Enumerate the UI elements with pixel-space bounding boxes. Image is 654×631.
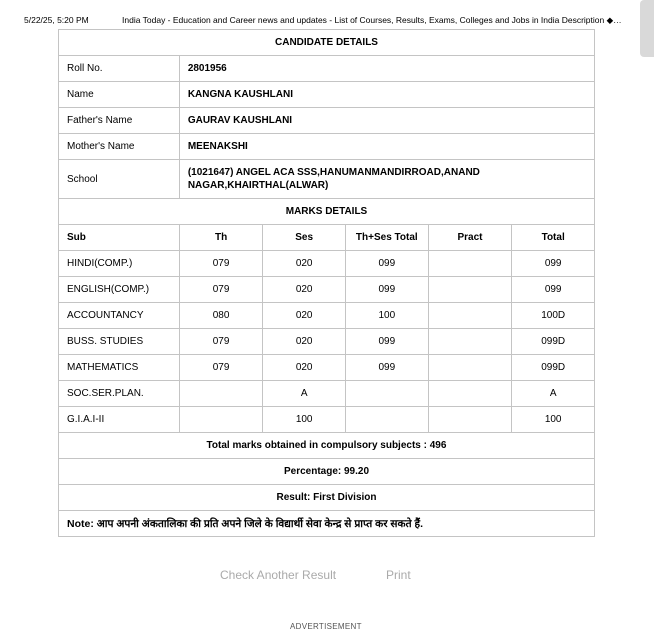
detail-value: 2801956 [179,56,594,82]
theory-cell: 079 [179,251,263,277]
advertisement-label: ADVERTISEMENT [290,622,362,631]
th-ses-total-cell: 100 [345,303,428,329]
detail-label: Mother's Name [59,134,180,160]
theory-cell [179,407,263,433]
theory-cell: 079 [179,355,263,381]
th-ses-total-cell: 099 [345,277,428,303]
result-summary: Result: First Division [59,485,595,511]
sessional-cell: 020 [263,277,346,303]
practical-cell [428,381,512,407]
table-row [59,381,595,407]
print-header [24,15,628,27]
detail-label: Father's Name [59,108,180,134]
table-row [59,329,595,355]
marks-header-row [59,225,595,251]
detail-value: MEENAKSHI [179,134,594,160]
total-cell: 099D [512,355,595,381]
detail-row-mother [59,134,595,160]
sessional-cell: 020 [263,251,346,277]
th-ses-total-cell: 099 [345,251,428,277]
column-header: Th+Ses Total [345,225,428,251]
column-header: Sub [59,225,180,251]
practical-cell [428,329,512,355]
subject-cell: HINDI(COMP.) [59,251,180,277]
practical-cell [428,251,512,277]
subject-cell: SOC.SER.PLAN. [59,381,180,407]
sessional-cell: A [263,381,346,407]
table-row [59,251,595,277]
print-button[interactable]: Print [386,568,411,582]
subject-cell: G.I.A.I-II [59,407,180,433]
total-cell: 100D [512,303,595,329]
total-cell: A [512,381,595,407]
th-ses-total-cell: 099 [345,355,428,381]
subject-cell: ACCOUNTANCY [59,303,180,329]
practical-cell [428,407,512,433]
detail-value: GAURAV KAUSHLANI [179,108,594,134]
note-text: Note: आप अपनी अंकतालिका की प्रति अपने जिले के विद्यार्थी सेवा केन्द्र से प्राप्त कर सकते हैं. [59,511,595,537]
theory-cell [179,381,263,407]
th-ses-total-cell [345,407,428,433]
detail-row-roll [59,56,595,82]
practical-cell [428,277,512,303]
column-header: Th [179,225,263,251]
theory-cell: 079 [179,329,263,355]
theory-cell: 080 [179,303,263,329]
scrollbar-handle[interactable] [640,0,654,57]
detail-row-name [59,82,595,108]
result-table [58,29,595,537]
subject-cell: BUSS. STUDIES [59,329,180,355]
practical-cell [428,303,512,329]
table-row [59,303,595,329]
detail-value: KANGNA KAUSHLANI [179,82,594,108]
detail-label: Name [59,82,180,108]
column-header: Pract [428,225,512,251]
theory-cell: 079 [179,277,263,303]
total-cell: 099D [512,329,595,355]
total-cell: 099 [512,277,595,303]
total-cell: 099 [512,251,595,277]
sessional-cell: 020 [263,355,346,381]
column-header: Ses [263,225,346,251]
check-another-result-button[interactable]: Check Another Result [220,568,337,582]
detail-row-school [59,160,595,199]
practical-cell [428,355,512,381]
print-page-title: India Today - Education and Career news and updates - List of Courses, Results, Exams, Colleges and Jobs in India Description ◆… [122,15,622,25]
sessional-cell: 100 [263,407,346,433]
table-row [59,407,595,433]
th-ses-total-cell [345,381,428,407]
detail-row-father [59,108,595,134]
subject-cell: ENGLISH(COMP.) [59,277,180,303]
detail-label: Roll No. [59,56,180,82]
percentage-summary: Percentage: 99.20 [59,459,595,485]
candidate-details-heading: CANDIDATE DETAILS [59,30,595,56]
total-cell: 100 [512,407,595,433]
total-marks-summary: Total marks obtained in compulsory subjects : 496 [59,433,595,459]
sessional-cell: 020 [263,329,346,355]
detail-label: School [59,160,180,199]
sessional-cell: 020 [263,303,346,329]
print-date: 5/22/25, 5:20 PM [24,15,89,25]
table-row [59,355,595,381]
table-row [59,277,595,303]
detail-value: (1021647) ANGEL ACA SSS,HANUMANMANDIRROAD,ANAND NAGAR,KHAIRTHAL(ALWAR) [179,160,594,199]
subject-cell: MATHEMATICS [59,355,180,381]
marks-details-heading: MARKS DETAILS [59,199,595,225]
column-header: Total [512,225,595,251]
th-ses-total-cell: 099 [345,329,428,355]
